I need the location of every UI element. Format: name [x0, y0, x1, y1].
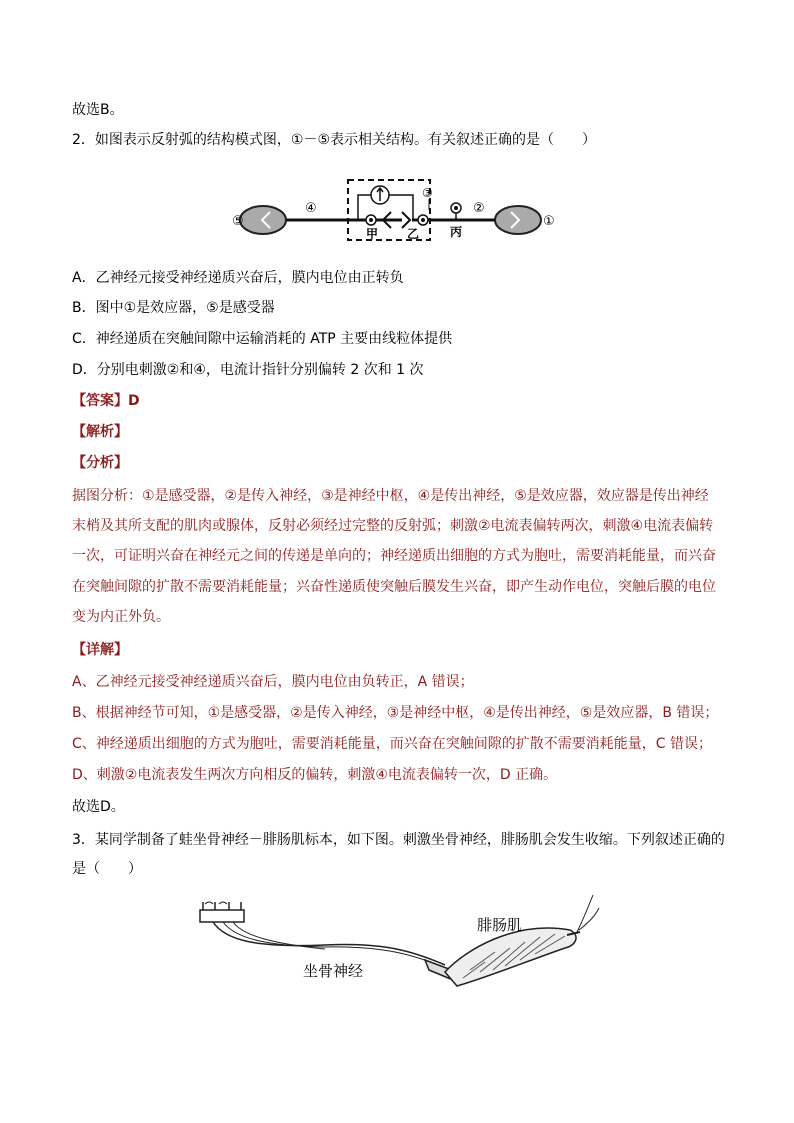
- q1-conclusion: 故选B。: [72, 102, 124, 118]
- q3-stem-line2: 是（ ）: [72, 861, 142, 877]
- thread: [577, 895, 593, 932]
- label-nerve: 坐骨神经: [303, 962, 364, 980]
- label-3: ③: [422, 186, 433, 200]
- q2-stem: 2．如图表示反射弧的结构模式图，①－⑤表示相关结构。有关叙述正确的是（ ）: [72, 132, 597, 148]
- label-muscle: 腓肠肌: [477, 916, 523, 934]
- analysis-line: 在突触间隙的扩散不需要消耗能量；兴奋性递质使突触后膜发生兴奋，即产生动作电位，突触后膜的电位: [72, 579, 716, 595]
- analysis-line: 变为内正外负。: [72, 609, 170, 625]
- reflex-arc-figure: [230, 175, 570, 250]
- answer: 【答案】D: [72, 393, 140, 409]
- q2-conclusion: 故选D。: [72, 799, 125, 815]
- label-yi: 乙: [407, 227, 420, 241]
- jiexi-heading: 【解析】: [72, 424, 128, 440]
- label-2: ②: [473, 201, 485, 216]
- xiangjie-heading: 【详解】: [72, 642, 128, 658]
- fenxi-heading: 【分析】: [72, 455, 128, 471]
- option-c: C．神经递质在突触间隙中运输消耗的 ATP 主要由线粒体提供: [72, 331, 453, 347]
- q3-stem-line1: 3．某同学制备了蛙坐骨神经－腓肠肌标本，如下图。刺激坐骨神经，腓肠肌会发生收缩。下列叙述正确的: [72, 832, 725, 848]
- option-b: B．图中①是效应器，⑤是感受器: [72, 300, 275, 316]
- detail-line: C、神经递质出细胞的方式为胞吐，需要消耗能量，而兴奋在突触间隙的扩散不需要消耗能量，C 错误；: [72, 736, 712, 752]
- detail-line: D、刺激②电流表发生两次方向相反的偏转，刺激④电流表偏转一次，D 正确。: [72, 767, 558, 783]
- label-5: ⑤: [232, 214, 244, 229]
- sciatic-nerve: [213, 922, 445, 965]
- analysis-line: 末梢及其所支配的肌肉或腺体，反射必须经过完整的反射弧；刺激②电流表偏转两次，刺激④电流表偏转: [72, 518, 714, 534]
- label-4: ④: [305, 201, 317, 216]
- detail-line: B、根据神经节可知，①是感受器，②是传入神经，③是神经中枢，④是传出神经，⑤是效应器，B 错误；: [72, 705, 719, 721]
- nerve-muscle-figure: [195, 890, 605, 1005]
- label-bing: 丙: [450, 225, 463, 239]
- analysis-line: 据图分析：①是感受器，②是传入神经，③是神经中枢，④是传出神经，⑤是效应器，效应器是传出神经: [72, 488, 709, 504]
- option-d: D．分别电刺激②和④，电流计指针分别偏转 2 次和 1 次: [72, 362, 424, 378]
- option-a: A．乙神经元接受神经递质兴奋后，膜内电位由正转负: [72, 270, 404, 286]
- label-1: ①: [543, 214, 555, 229]
- analysis-line: 一次，可证明兴奋在神经元之间的传递是单向的；神经递质出细胞的方式为胞吐，需要消耗能量，而兴奋: [72, 548, 716, 564]
- label-jia: 甲: [366, 227, 379, 241]
- detail-line: A、乙神经元接受神经递质兴奋后，膜内电位由负转正，A 错误；: [72, 674, 474, 690]
- vertebra-fragment: [200, 902, 244, 922]
